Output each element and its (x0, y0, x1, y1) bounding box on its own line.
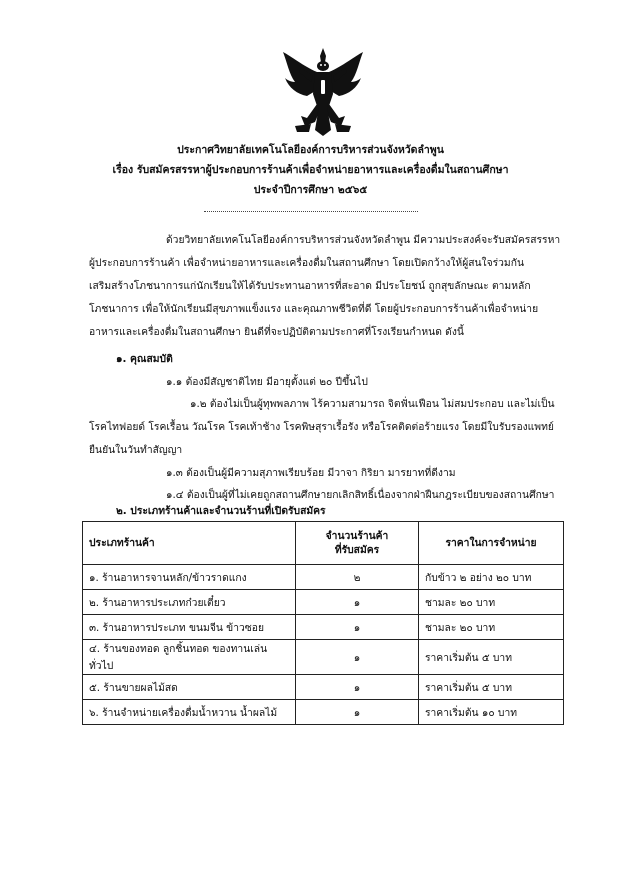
qualification-1: ๑.๑ ต้องมีสัญชาติไทย มีอายุตั้งแต่ ๒๐ ปีขึ้นไป (166, 376, 368, 388)
intro-line-5: อาหารและเครื่องดื่มในสถานศึกษา ยินดีที่จะปฏิบัติตามประกาศที่โรงเรียนกำหนด ดังนี้ (89, 326, 464, 338)
price-cell: ราคาเริ่มต้น ๕ บาท (419, 675, 564, 700)
announcement-subject: เรื่อง รับสมัครสรรหาผู้ประกอบการร้านค้าเพื่อจำหน่ายอาหารและเครื่องดื่มในสถานศึกษา (112, 164, 509, 176)
shop-type-cell: ๔. ร้านของทอด ลูกชิ้นทอด ของทานเล่นทั่วไป (83, 640, 296, 675)
qualification-2-line-3: ยืนยันในวันทำสัญญา (89, 444, 183, 456)
column-header-price: ราคาในการจำหน่าย (419, 522, 564, 565)
section-2-heading: ๒. ประเภทร้านค้าและจำนวนร้านที่เปิดรับสมัคร (116, 505, 326, 517)
table-row (83, 565, 564, 590)
intro-line-3: เสริมสร้างโภชนาการแก่นักเรียนให้ได้รับประทานอาหารที่สะอาด มีประโยชน์ ถูกสุขลักษณะ ตามหลัก (89, 280, 531, 292)
price-cell: กับข้าว ๒ อย่าง ๒๐ บาท (419, 565, 564, 590)
qualification-2-line-2: โรคไทฟอยด์ โรคเรื้อน วัณโรค โรคเท้าช้าง โรคพิษสุราเรื้อรัง หรือโรคติดต่อร้ายแรง โดยมีใบรับรองแพทย์ (89, 421, 554, 433)
table-row (83, 640, 564, 675)
shop-count-cell: ๑ (296, 590, 419, 615)
table-row (83, 700, 564, 725)
table-row (83, 615, 564, 640)
shop-type-cell: ๓. ร้านอาหารประเภท ขนมจีน ข้าวซอย (83, 615, 296, 640)
shop-count-cell: ๑ (296, 700, 419, 725)
garuda-emblem-icon (281, 46, 365, 138)
shop-count-cell: ๑ (296, 675, 419, 700)
table-row (83, 675, 564, 700)
price-cell: ราคาเริ่มต้น ๑๐ บาท (419, 700, 564, 725)
price-cell: ชามละ ๒๐ บาท (419, 590, 564, 615)
section-1-heading: ๑. คุณสมบัติ (116, 353, 173, 365)
qualification-2-line-1: ๑.๒ ต้องไม่เป็นผู้ทุพพลภาพ ไร้ความสามารถ จิตฟั่นเฟือน ไม่สมประกอบ และไม่เป็น (190, 398, 555, 410)
table-row (83, 590, 564, 615)
qualification-3: ๑.๓ ต้องเป็นผู้มีความสุภาพเรียบร้อย มีวาจา กิริยา มารยาทที่ดีงาม (166, 467, 456, 479)
shop-type-cell: ๒. ร้านอาหารประเภทก๋วยเตี๋ยว (83, 590, 296, 615)
intro-line-2: ผู้ประกอบการร้านค้า เพื่อจำหน่ายอาหารและเครื่องดื่มในสถานศึกษา โดยเปิดกว้างให้ผู้สนใจร่วมกัน (89, 257, 524, 269)
shop-count-cell: ๑ (296, 640, 419, 675)
shop-type-cell: ๕. ร้านขายผลไม้สด (83, 675, 296, 700)
announcement-title: ประกาศวิทยาลัยเทคโนโลยีองค์การบริหารส่วนจังหวัดลำพูน (177, 144, 444, 156)
column-header-count (296, 522, 419, 565)
academic-year: ประจำปีการศึกษา ๒๕๖๕ (253, 184, 368, 196)
column-header-count-line-2: ที่รับสมัคร (334, 544, 380, 556)
shop-types-table (82, 521, 564, 725)
price-cell: ชามละ ๒๐ บาท (419, 615, 564, 640)
qualification-4: ๑.๔ ต้องเป็นผู้ที่ไม่เคยถูกสถานศึกษายกเลิกสิทธิ์เนื่องจากฝ่าฝืนกฎระเบียบของสถานศึกษา (166, 489, 555, 501)
intro-line-4: โภชนาการ เพื่อให้นักเรียนมีสุขภาพแข็งแรง และคุณภาพชีวิตที่ดี โดยผู้ประกอบการร้านค้าเพื่อจำหน่าย (89, 303, 539, 315)
column-header-count-line-1: จำนวนร้านค้า (325, 530, 389, 542)
intro-line-1: ด้วยวิทยาลัยเทคโนโลยีองค์การบริหารส่วนจังหวัดลำพูน มีความประสงค์จะรับสมัครสรรหา (166, 234, 561, 246)
shop-type-cell: ๑. ร้านอาหารจานหลัก/ข้าวราดแกง (83, 565, 296, 590)
column-header-shop-type: ประเภทร้านค้า (83, 522, 296, 565)
shop-count-cell: ๒ (296, 565, 419, 590)
table-header-row (83, 522, 564, 565)
shop-type-cell: ๖. ร้านจำหน่ายเครื่องดื่มน้ำหวาน น้ำผลไม้ (83, 700, 296, 725)
price-cell: ราคาเริ่มต้น ๕ บาท (419, 640, 564, 675)
dotted-divider (204, 211, 418, 212)
shop-count-cell: ๑ (296, 615, 419, 640)
